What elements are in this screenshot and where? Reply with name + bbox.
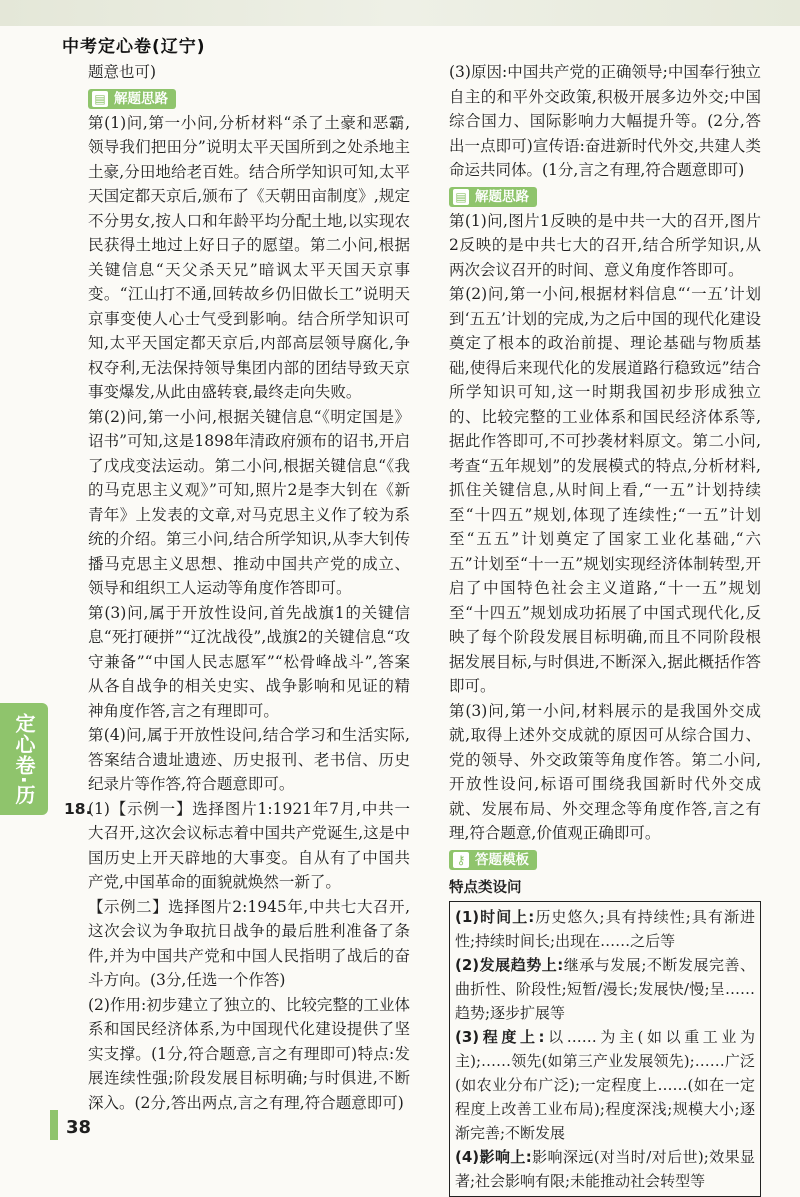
template-item-degree [455,1025,755,1145]
tag-answer-template [449,850,537,870]
right-column [449,60,761,1197]
key-icon: ⚷ [453,852,469,868]
q18-answer-1: (1)【示例一】选择图片1:1921年7月,中共一大召开,这次会议标志着中国共产党诞生,这是中国历史上开天辟地的大事变。自从有了中国共产党,中国革命的面貌就焕然一新了。 [88,799,410,891]
template-item-time [455,905,755,953]
left-paragraph-0: 题意也可) [88,63,157,81]
template-item-trend [455,953,755,1025]
tag-label: 解题思路 [114,90,168,107]
template-label: (4)影响上: [455,1147,532,1166]
template-text: 以……为主(如以重工业为主);……领先(如第三产业发展领先);……广泛(如农业分布广泛);一定程度上……(如在一定程度上改善工业布局);程度深浅;规模大小;逐渐完善;不断发展 [455,1027,755,1142]
tag-label: 解题思路 [475,188,529,205]
template-label: (2)发展趋势上: [455,955,564,974]
q18-answer-3: (2)作用:初步建立了独立的、比较完整的工业体系和国民经济体系,为中国现代化建设提供了坚实支撑。(1分,符合题意,言之有理即可)特点:发展连续性强;阶段发展目标明确;与时俱进,不断深入。(2分,答出两点,言之有理,符合题意即可) [88,995,410,1112]
left-paragraph-2: 第(2)问,第一小问,根据关键信息“《明定国是》诏书”可知,这是1898年清政府颁布的诏书,开启了戊戌变法运动。第二小问,根据关键信息“《我的马克思主义观》”可知,照片2是李大钊在《新青年》上发表的文章,对马克思主义作了较为系统的介绍。第三小问,结合所学知识,从李大钊传播马克思主义思想、推动中国共产党的成立、领导和组织工人运动等角度作答即可。 [88,407,410,597]
template-text: 影响深远(对当时/对后世);效果显著;社会影响有限;未能推动社会转型等 [455,1147,755,1190]
left-paragraph-3: 第(3)问,属于开放性设问,首先战旗1的关键信息“死打硬拼”“辽沈战役”,战旗2的关键信息“攻守兼备”“中国人民志愿军”“松骨峰战斗”,答案从各自战争的相关史实、战争影响和见证的精神角度作答,言之有理即可。 [88,603,410,720]
template-text: 继承与发展;不断发展完善、曲折性、阶段性;短暂/漫长;发展快/慢;呈……趋势;逐步扩展等 [455,955,755,1022]
subject-side-tab: 定心卷·历 [0,703,48,815]
right-paragraph-3: 第(3)问,第一小问,材料展示的是我国外交成就,取得上述外交成就的原因可从综合国力、党的领导、外交政策等角度作答。第二小问,开放性设问,标语可围绕我国新时代外交成就、发展布局、外交理念等角度作答,言之有理,符合题意,价值观正确即可。 [449,701,761,842]
tag-solution-approach-left [88,89,176,109]
left-paragraph-4: 第(4)问,属于开放性设问,结合学习和生活实际,答案结合遗址遗迹、历史报刊、老书信、历史纪录片等作答,符合题意即可。 [88,726,410,793]
left-paragraph-1: 第(1)问,第一小问,分析材料“杀了土豪和恶霸,领导我们把田分”说明太平天国所到之处杀地主土豪,分田地给老百姓。结合所学知识可知,太平天国定都天京后,颁布了《天朝田亩制度》,规定不分男女,按人口和年龄平均分配土地,以实现农民获得土地过上好日子的愿望。第二小问,根据关键信息“天父杀天兄”暗讽太平天国天京事变。“江山打不通,回转故乡仍旧做长工”说明天京事变使人心士气受到影响。结合所学知识可知,太平天国定都天京后,内部高层领导腐化,争权夺利,无法保持领导集团内部的团结导致天京事变爆发,从此由盛转衰,最终走向失败。 [88,113,410,401]
right-paragraph-0: (3)原因:中国共产党的正确领导;中国奉行独立自主的和平外交政策,积极开展多边外交;中国综合国力、国际影响力大幅提升等。(2分,答出一点即可)宣传语:奋进新时代外交,共建人类命运共同体。(1分,言之有理,符合题意即可) [449,63,761,179]
template-item-impact [455,1145,755,1193]
template-label: (3)程度上: [455,1027,545,1046]
right-paragraph-2: 第(2)问,第一小问,根据材料信息“‘一五’计划到‘五五’计划的完成,为之后中国的现代化建设奠定了根本的政治前提、理论基础与物质基础,使得后来现代化的发展道路行稳致远”结合所学知识可知,这一时期我国初步形成独立的、比较完整的工业体系和国民经济体系等,据此作答即可,不可抄袭材料原文。第二小问,考查“五年规划”的发展模式的特点,分析材料,抓住关键信息,从时间上看,“一五”计划持续至“十四五”规划,体现了连续性;“一五”计划至“五五”计划奠定了国家工业化基础,“六五”计划至“十一五”规划实现经济体制转型,开启了中国特色社会主义道路,“十一五”规划至“十四五”规划成功拓展了中国式现代化,反映了每个阶段发展目标明确,而且不同阶段根据发展目标,与时俱进,不断深入,据此概括作答即可。 [449,285,761,695]
template-subtitle: 特点类设问 [449,879,522,896]
q18-answer-2: 【示例二】选择图片2:1945年,中共七大召开,这次会议为争取抗日战争的最后胜利准备了条件,并为中国共产党和中国人民指明了战后的奋斗方向。(3分,任选一个作答) [88,897,410,989]
book-title: 中考定心卷(辽宁) [62,37,206,57]
page-number-bar [50,1110,58,1140]
book-icon: ▤ [92,91,108,107]
right-paragraph-1: 第(1)问,图片1反映的是中共一大的召开,图片2反映的是中共七大的召开,结合所学知识,从两次会议召开的时间、意义角度作答即可。 [449,211,761,279]
question-number: 18. [64,799,92,818]
template-box [449,901,761,1197]
template-text: 历史悠久;具有持续性;具有渐进性;持续时间长;出现在……之后等 [455,907,756,950]
tag-solution-approach-right [449,187,537,207]
book-icon: ▤ [453,189,469,205]
top-decorative-band [0,0,800,26]
tag-label: 答题模板 [475,851,529,868]
template-label: (1)时间上: [455,907,535,926]
left-column [64,60,410,1115]
question-18 [64,797,410,895]
page-number: 38 [66,1117,92,1138]
